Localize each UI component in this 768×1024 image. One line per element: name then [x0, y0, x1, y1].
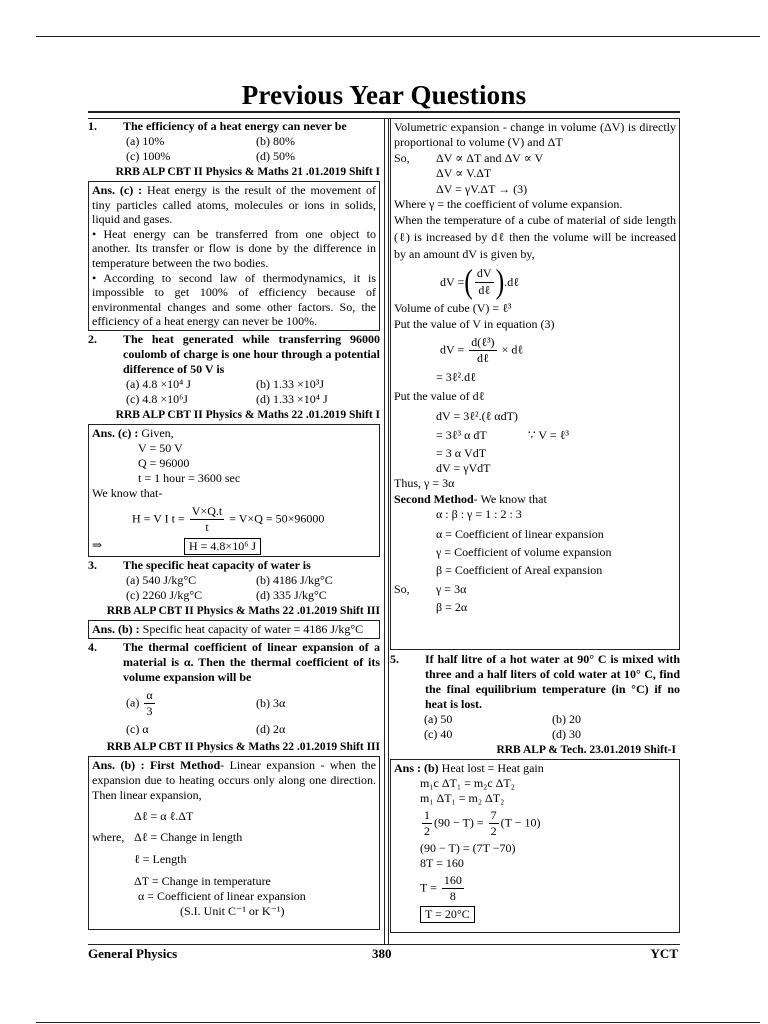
options	[88, 573, 380, 603]
implies-icon: ⇒	[92, 537, 103, 552]
question-2	[88, 332, 380, 377]
option-b: (b) 20	[552, 712, 581, 726]
page-number: 380	[372, 946, 392, 961]
numerator: 1	[424, 808, 430, 822]
question-3	[88, 558, 380, 573]
answer-line: • Heat energy can be transferred from one object to another. Its transfer or flow is done by the difference in temperature between the two bodies.	[92, 226, 376, 270]
equation-line: 8T = 160	[420, 856, 464, 870]
numerator: 7	[490, 808, 497, 822]
since-note: ∵ V = ℓ³	[528, 428, 569, 443]
answer-head: Heat lost = Heat gain	[441, 761, 544, 775]
answer-line: • According to second law of thermodynamics, it is impossible to get 100% of efficiency because of environmental changes and some other factors. So, the efficiency of a heat energy can never be 100%.	[92, 270, 376, 329]
fraction	[469, 335, 496, 367]
footer-left: General Physics	[88, 946, 178, 961]
definition: ℓ = Length	[134, 851, 187, 866]
option-a	[126, 688, 256, 719]
options	[88, 688, 380, 719]
definition: α = Coefficient of linear expansion	[138, 888, 306, 903]
equation-line: (90 − T) = (7T −70)	[420, 841, 516, 855]
answer-label: Ans. (c) :	[92, 425, 139, 440]
equation-line: = 3ℓ².dℓ	[436, 369, 476, 384]
question-text: If half litre of a hot water at 90° C is mixed with three and a half liters of cold water at 10° C, find the final equilibrium temperature (in °C) if no heat is lost.	[425, 652, 680, 711]
options	[88, 722, 380, 737]
equation-right: = V×Q = 50×96000	[229, 511, 325, 526]
given-label: Given,	[141, 425, 174, 440]
definition: β = Coefficient of Areal expansion	[436, 563, 603, 578]
final-answer	[394, 906, 676, 923]
denominator: 3	[146, 703, 153, 718]
where-label: where,	[92, 829, 125, 844]
question-number: 5.	[390, 652, 399, 666]
question-number: 3.	[88, 557, 97, 572]
close-paren: )	[495, 262, 505, 301]
numerator: α	[146, 687, 153, 702]
top-rule	[36, 36, 760, 37]
proportional-line: ΔV ∝ V.ΔT	[436, 166, 492, 181]
definition: α = Coefficient of linear expansion	[436, 526, 604, 541]
answer-box-1	[88, 181, 380, 331]
so-label: So,	[394, 581, 410, 596]
answer-label: Ans : (b)	[394, 761, 439, 775]
page-title: Previous Year Questions	[241, 80, 527, 110]
denominator: dℓ	[478, 282, 491, 297]
options	[390, 712, 680, 742]
answer-text: Specific heat capacity of water = 4186 J/kg°C	[142, 621, 364, 636]
volumetric-intro: Volumetric expansion - change in volume (ΔV) is directly proportional to volume (V) and ΔT	[394, 120, 676, 150]
answer-label: Ans. (c) :	[92, 183, 143, 197]
definition: (S.I. Unit C⁻¹ or K⁻¹)	[180, 903, 285, 918]
option-c: (c) 100%	[126, 149, 171, 163]
option-c: (c) 40	[424, 727, 453, 741]
footer-rule	[88, 944, 680, 945]
equation-part: (90 − T) =	[434, 815, 484, 830]
source: RRB ALP CBT II Physics & Maths 22 .01.2019 Shift III	[106, 740, 380, 753]
dv-equation	[394, 262, 676, 301]
option-label: (a)	[126, 695, 140, 710]
answer-label: Ans. (b) :	[92, 621, 140, 636]
equation-line	[394, 428, 676, 443]
option-b: (b) 4186 J/kg°C	[256, 572, 333, 587]
option-c: (c) α	[126, 721, 149, 736]
put-value: Put the value of V in equation (3)	[394, 316, 555, 331]
equation-right: × dℓ	[501, 342, 524, 357]
equation-left: H = V I t =	[132, 511, 185, 526]
denominator: 2	[424, 824, 430, 838]
question-4	[88, 640, 380, 685]
option-a: (a) 540 J/kg°C	[126, 572, 197, 587]
question-1	[88, 119, 380, 134]
question-number: 2.	[88, 331, 97, 346]
definition: ΔT = Change in temperature	[134, 873, 271, 888]
fraction	[475, 266, 494, 298]
option-a: (a) 50	[424, 712, 453, 726]
answer-box-4-continued	[390, 118, 680, 650]
options	[88, 377, 380, 407]
put-value-dl: Put the value of dℓ	[394, 389, 485, 404]
heat-equation	[92, 504, 376, 535]
right-column	[390, 118, 680, 933]
open-paren: (	[464, 262, 473, 301]
given-line: Q = 96000	[138, 455, 190, 470]
equation-part: (T − 10)	[500, 815, 541, 830]
result-line: β = 2α	[436, 600, 468, 615]
numerator: d(ℓ³)	[469, 335, 496, 351]
option-d: (d) 2α	[256, 721, 286, 736]
derivative-equation	[394, 335, 676, 367]
question-number: 4.	[88, 639, 97, 654]
equation-line: m₁ ΔT₁ = m₂ ΔT₂	[420, 791, 505, 805]
denominator: t	[205, 519, 209, 534]
answer-intro: - Linear expansion - when the expansion due to heating occurs only along one direction. Then linear expansion,	[92, 757, 376, 802]
numerator: V×Q.t	[191, 503, 223, 518]
answer-box-3	[88, 620, 380, 639]
linear-expansion-eq: Δℓ = α ℓ.ΔT	[134, 808, 194, 823]
equation-line	[394, 873, 676, 904]
equation-line: = 3 α VdT	[436, 445, 487, 460]
options	[88, 134, 380, 164]
ratio-line: α : β : γ = 1 : 2 : 3	[436, 507, 522, 522]
definition-row	[92, 830, 376, 845]
option-d: (d) 335 J/kg°C	[256, 587, 327, 602]
proportional-line: ΔV = γV.ΔT → (3)	[436, 181, 528, 196]
given-line: t = 1 hour = 3600 sec	[138, 470, 241, 485]
cube-paragraph: When the temperature of a cube of material of side length (ℓ) is increased by dℓ then the volume will be increased by an amount dV is given by,	[394, 213, 676, 262]
option-c: (c) 4.8 ×10⁶J	[126, 391, 188, 406]
fraction	[190, 504, 224, 535]
option-a: (a) 4.8 ×10⁴ J	[126, 376, 191, 391]
proportional-row	[394, 151, 676, 166]
denominator: 8	[449, 889, 456, 903]
answer-box-2	[88, 424, 380, 557]
thus-line: Thus, γ = 3α	[394, 476, 455, 491]
where-gamma: Where γ = the coefficient of volume expansion.	[394, 197, 623, 212]
equation-left: T =	[420, 880, 437, 895]
source: RRB ALP CBT II Physics & Maths 22 .01.2019 Shift III	[106, 604, 380, 617]
numerator: dV	[475, 266, 494, 282]
answer-box-4	[88, 756, 380, 930]
option-b: (b) 3α	[256, 695, 286, 710]
column-separator	[384, 118, 389, 944]
volume-cube: Volume of cube (V) = ℓ³	[394, 301, 512, 316]
fraction	[422, 808, 432, 839]
equation-left: dV =	[440, 274, 465, 289]
definition: Δℓ = Change in length	[134, 829, 243, 844]
question-text: The efficiency of a heat energy can never be	[123, 119, 347, 133]
source: RRB ALP CBT II Physics & Maths 22 .01.2019 Shift I	[115, 408, 380, 421]
given-line: V = 50 V	[138, 440, 183, 455]
boxed-result: T = 20°C	[420, 906, 475, 923]
question-text: The thermal coefficient of linear expansion of a material is α. Then the thermal coefficient of its volume expansion will be	[123, 639, 380, 684]
result-line: γ = 3α	[436, 581, 467, 596]
equation-line: m₁c ΔT₁ = m₂c ΔT₂	[420, 776, 515, 790]
answer-line: Heat energy is the result of the movement of tiny particles called atoms, molecules or ions in solids, liquid and gases.	[92, 183, 377, 227]
option-d: (d) 1.33 ×10⁴ J	[256, 391, 328, 406]
denominator: 2	[490, 824, 497, 838]
option-b: (b) 80%	[256, 134, 295, 148]
equation-line	[394, 808, 676, 839]
question-text: The heat generated while transferring 96000 coulomb of charge is one hour through a potential difference of 50 V is	[123, 331, 380, 376]
answer-box-5	[390, 759, 680, 933]
fraction	[144, 688, 154, 719]
footer-right: YCT	[650, 946, 678, 961]
source: RRB ALP & Tech. 23.01.2019 Shift-I	[496, 744, 676, 756]
denominator: dℓ	[477, 351, 489, 366]
so-label: So,	[394, 150, 410, 165]
equation-line: dV = γVdT	[436, 460, 491, 475]
option-d: (d) 30	[552, 727, 581, 741]
answer-label: Ans. (b) : First Method	[92, 757, 221, 772]
source: RRB ALP CBT II Physics & Maths 21 .01.2019 Shift I	[115, 166, 380, 178]
bottom-rule	[36, 1022, 760, 1023]
question-number: 1.	[88, 119, 97, 133]
second-method-label: Second Method	[394, 491, 474, 506]
we-know: We know that-	[92, 485, 163, 500]
question-text: The specific heat capacity of water is	[123, 557, 311, 572]
option-a: (a) 10%	[126, 134, 165, 148]
second-method-text: - We know that	[473, 491, 547, 506]
equation-part: = 3ℓ³ α dT	[436, 428, 487, 443]
numerator: 160	[443, 873, 462, 887]
option-c: (c) 2260 J/kg°C	[126, 587, 203, 602]
equation-right: .dℓ	[504, 274, 519, 289]
equation-left: dV =	[440, 342, 465, 357]
option-d: (d) 50%	[256, 149, 295, 163]
fraction	[489, 808, 499, 839]
result-line	[92, 538, 376, 555]
left-column	[88, 118, 380, 930]
proportional-line: ΔV ∝ ΔT and ΔV ∝ V	[436, 150, 544, 165]
question-5	[390, 652, 680, 712]
equation-line: dV = 3ℓ².(ℓ αdT)	[436, 408, 518, 423]
result-row	[394, 582, 676, 597]
boxed-result: H = 4.8×10⁶ J	[184, 538, 261, 555]
definition: γ = Coefficient of volume expansion	[436, 544, 612, 559]
fraction	[442, 873, 464, 904]
option-b: (b) 1.33 ×10³J	[256, 376, 325, 391]
